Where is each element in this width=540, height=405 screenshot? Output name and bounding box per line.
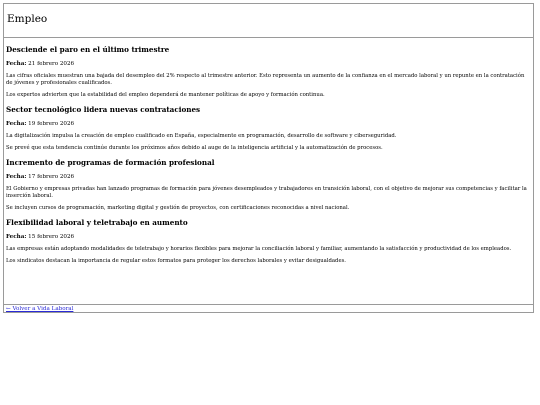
article-date xyxy=(6,173,528,181)
news-article xyxy=(6,45,528,99)
date-value: 21 febrero 2026 xyxy=(28,61,75,67)
news-list xyxy=(6,45,528,271)
article-paragraph: Los expertos advierten que la estabilidad del empleo dependerá de mantener políticas de apoyo y formación continua. xyxy=(6,92,325,98)
news-article xyxy=(6,105,528,152)
article-title: Desciende el paro en el último trimestre xyxy=(6,45,170,54)
article-paragraph: Las empresas están adoptando modalidades de teletrabajo y horarios flexibles para mejorar la conciliación laboral y familiar, aumentando la satisfacción y productividad de los empleados. xyxy=(6,246,512,252)
article-title: Sector tecnológico lidera nuevas contrataciones xyxy=(6,105,201,114)
article-title: Flexibilidad laboral y teletrabajo en aumento xyxy=(6,218,188,227)
back-link[interactable]: ← Volver a Vida Laboral xyxy=(6,306,74,312)
date-value: 17 febrero 2026 xyxy=(28,174,75,180)
date-value: 19 febrero 2026 xyxy=(28,121,75,127)
page-header xyxy=(4,4,533,38)
news-article xyxy=(6,218,528,265)
article-date xyxy=(6,60,528,68)
date-label: Fecha: xyxy=(6,174,27,180)
date-value: 15 febrero 2026 xyxy=(28,234,75,240)
date-label: Fecha: xyxy=(6,234,27,240)
article-paragraph: La digitalización impulsa la creación de empleo cualificado en España, especialmente en programación, desarrollo de software y ciberseguridad. xyxy=(6,133,397,139)
page-footer xyxy=(4,304,533,313)
article-paragraph: El Gobierno y empresas privadas han lanzado programas de formación para jóvenes desempleados y trabajadores en transición laboral, con el objetivo de mejorar sus competencias y facilitar la inserción laboral. xyxy=(6,186,527,199)
page-title: Empleo xyxy=(7,13,48,25)
article-paragraph: Se prevé que esta tendencia continúe durante los próximos años debido al auge de la inteligencia artificial y la automatización de procesos. xyxy=(6,145,383,151)
article-paragraph: Se incluyen cursos de programación, marketing digital y gestión de proyectos, con certificaciones reconocidas a nivel nacional. xyxy=(6,205,350,211)
date-label: Fecha: xyxy=(6,121,27,127)
news-article xyxy=(6,158,528,212)
article-date xyxy=(6,120,528,128)
article-paragraph: Los sindicatos destacan la importancia de regular estos formatos para proteger los derechos laborales y evitar desigualdades. xyxy=(6,258,346,264)
page-frame xyxy=(3,3,534,313)
article-date xyxy=(6,233,528,241)
date-label: Fecha: xyxy=(6,61,27,67)
article-title: Incremento de programas de formación profesional xyxy=(6,158,215,167)
article-paragraph: Las cifras oficiales muestran una bajada del desempleo del 2% respecto al trimestre anterior. Esto representa un aumento de la confianza en el mercado laboral y un repunte en la contratación de jóvenes y profesionales cualificados. xyxy=(6,73,525,86)
